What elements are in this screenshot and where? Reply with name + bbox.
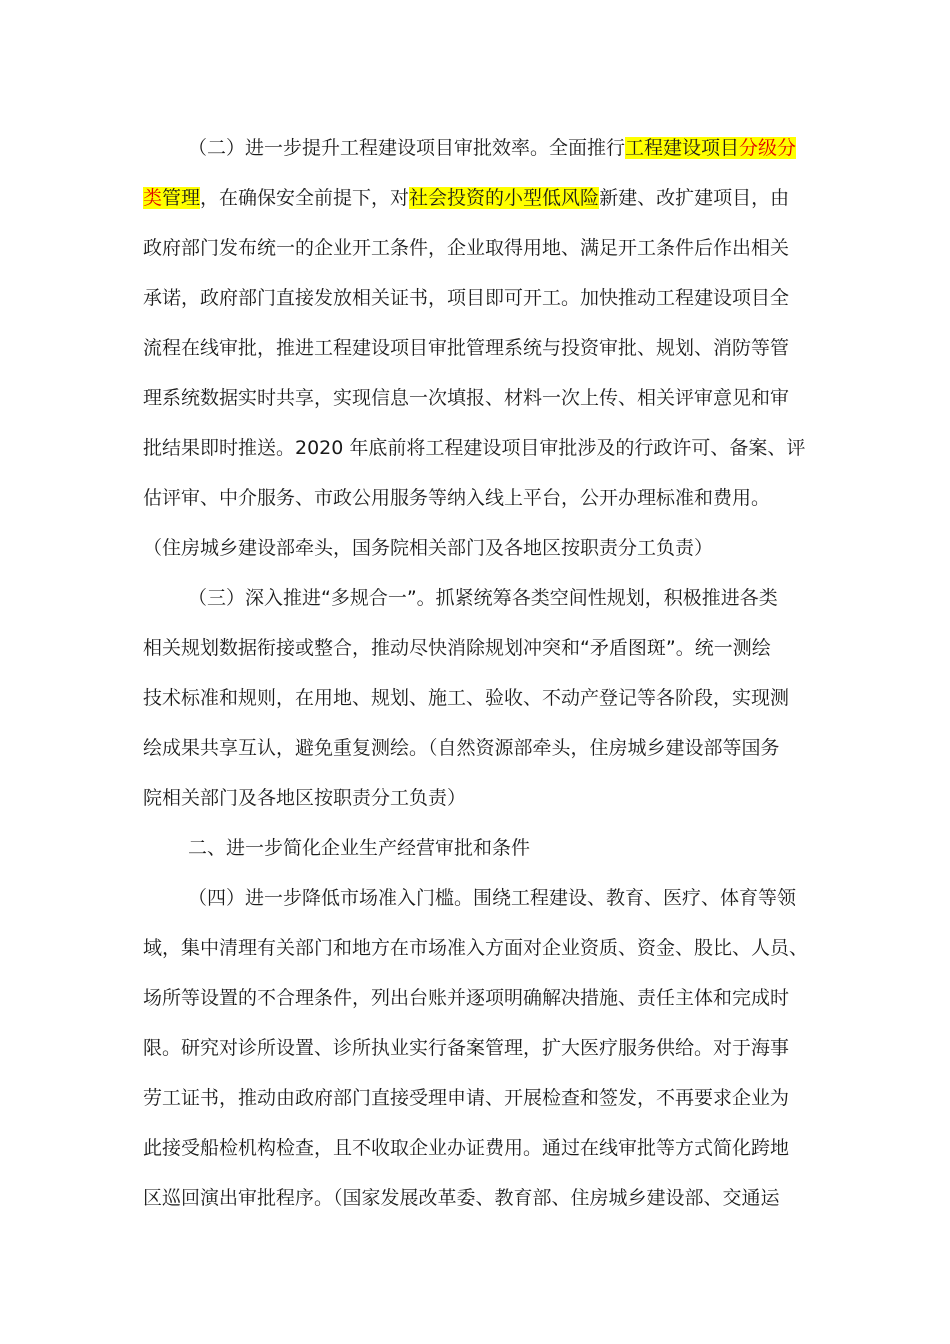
paragraph-2-line-3: 政府部门发布统一的企业开工条件，企业取得用地、满足开工条件后作出相关 [143,237,790,259]
paragraph-4-line-6: 此接受船检机构检查，且不收取企业办证费用。通过在线审批等方式简化跨地 [143,1137,790,1159]
text-segment: （二）进一步提升工程建设项目审批效率。全面推行 [188,137,626,159]
highlighted-text: 工程建设项目 [625,137,740,159]
paragraph-2-line-8: 估评审、中介服务、市政公用服务等纳入线上平台，公开办理标准和费用。 [143,487,771,509]
paragraph-2-line-5: 流程在线审批，推进工程建设项目审批管理系统与投资审批、规划、消防等管 [143,337,790,359]
paragraph-4-line-1: （四）进一步降低市场准入门槛。围绕工程建设、教育、医疗、体育等领 [188,887,797,909]
highlighted-text: 管理 [162,187,201,209]
paragraph-4-line-3: 场所等设置的不合理条件，列出台账并逐项明确解决措施、责任主体和完成时 [143,987,790,1009]
paragraph-2-line-9: （住房城乡建设部牵头，国务院相关部门及各地区按职责分工负责） [143,537,714,559]
text-segment: 新建、改扩建项目，由 [599,187,790,209]
paragraph-2-line-2 [143,173,789,223]
paragraph-2-line-1 [188,123,796,173]
paragraph-4-line-5: 劳工证书，推动由政府部门直接受理申请、开展检查和签发，不再要求企业为 [143,1087,790,1109]
section-heading: 二、进一步简化企业生产经营审批和条件 [188,837,531,859]
paragraph-2-line-7: 批结果即时推送。2020 年底前将工程建设项目审批涉及的行政许可、备案、评 [143,437,806,459]
highlighted-red-text: 分级分 [739,137,797,159]
paragraph-3-line-3: 技术标准和规则，在用地、规划、施工、验收、不动产登记等各阶段，实现测 [143,687,790,709]
paragraph-2-line-6: 理系统数据实时共享，实现信息一次填报、材料一次上传、相关评审意见和审 [143,387,790,409]
paragraph-3-line-5: 院相关部门及各地区按职责分工负责） [143,787,467,809]
paragraph-4-line-4: 限。研究对诊所设置、诊所执业实行备案管理，扩大医疗服务供给。对于海事 [143,1037,790,1059]
paragraph-3-line-4: 绘成果共享互认，避免重复测绘。（自然资源部牵头，住房城乡建设部等国务 [143,737,780,759]
paragraph-3-line-2: 相关规划数据衔接或整合，推动尽快消除规划冲突和“矛盾图斑”。统一测绘 [143,637,771,659]
highlighted-text: 社会投资的小型低风险 [409,187,600,209]
paragraph-3-line-1: （三）深入推进“多规合一”。抓紧统筹各类空间性规划，积极推进各类 [188,587,778,609]
paragraph-4-line-2: 域，集中清理有关部门和地方在市场准入方面对企业资质、资金、股比、人员、 [143,937,809,959]
paragraph-4-line-7: 区巡回演出审批程序。（国家发展改革委、教育部、住房城乡建设部、交通运 [143,1187,780,1209]
text-segment: ，在确保安全前提下，对 [200,187,410,209]
paragraph-2-line-4: 承诺，政府部门直接发放相关证书，项目即可开工。加快推动工程建设项目全 [143,287,790,309]
highlighted-red-text: 类 [143,187,163,209]
